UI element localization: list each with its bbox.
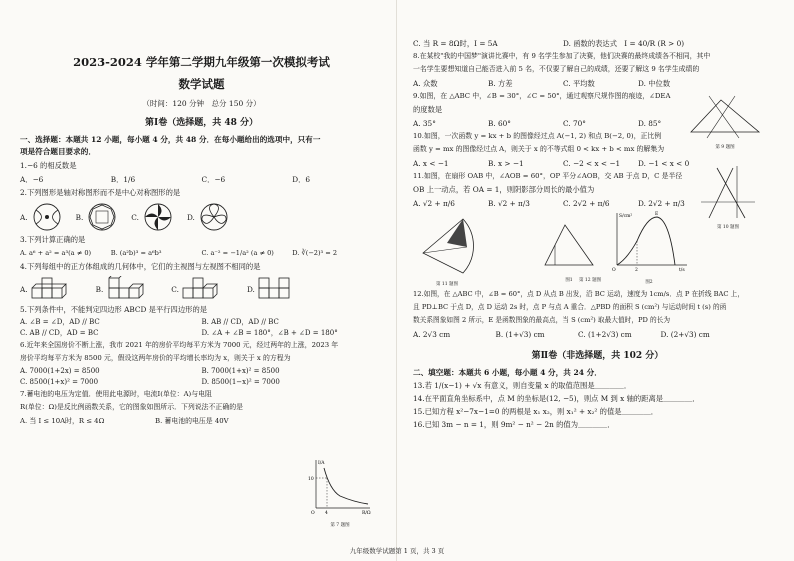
cube-stack-a-icon [30,276,70,302]
q7-xtick: 4 [325,511,328,516]
q3-option-a[interactable]: A. a⁶ + a² = a³(a ≠ 0) [20,249,92,257]
question-8-options [413,78,713,89]
q2-option-b[interactable] [76,202,120,232]
q11-option-d[interactable]: D. 2√2 + π/3 [638,199,685,208]
question-3-options [20,248,383,259]
q4-option-a[interactable] [20,276,70,302]
q4-option-d[interactable] [247,276,297,302]
q1-option-a[interactable]: A．−6 [20,175,44,184]
q9-option-a[interactable]: A. 35° [413,119,436,128]
q4-option-a-label: A. [20,284,28,294]
question-11-options [413,198,713,209]
question-7-options-ab [20,416,290,427]
q2-option-a-label: A. [20,212,28,222]
q7-inverse-graph [306,456,374,518]
question-9-options [413,118,713,129]
q7-option-d[interactable]: D. 函数的表达式 I = 40/R (R > 0) [563,39,685,48]
q3-option-d[interactable]: D. ∛(−2)³ = 2 [292,249,338,257]
q12-figure-2-caption: 图2 [645,280,653,285]
question-6-options [20,366,383,387]
q1-option-d[interactable]: D．6 [292,175,311,184]
page-footer: 九年级数学试题第 1 页，共 3 页 [349,547,445,555]
q12-figure-1-caption: 图1 [565,278,573,283]
cube-stack-b-icon [105,276,145,302]
q11-figure-caption: 第 11 题图 [435,282,459,287]
q9-option-c[interactable]: C. 70° [563,119,586,128]
q12-option-a[interactable]: A. 2√3 cm [413,330,451,339]
question-9-line2: 的度数是 [413,105,443,114]
question-16: 16.已知 3m − n = 1，则 9m² − n² − 2n 的值为＿＿＿＿． [413,420,615,429]
q7-option-c[interactable]: C. 当 R = 8Ω时，I = 5A [413,39,498,48]
q8-option-c[interactable]: C. 平均数 [563,79,595,88]
question-11-line2: OB 上一动点，若 OA = 1，则阴影部分周长的最小值为 [413,185,595,194]
q2-option-d-label: D. [186,212,195,222]
question-2: 2.下列图形是轴对称图形而不是中心对称图形的是 [20,188,181,197]
question-8-line2: 一名学生要想知道自己能否进入前 5 名，不仅要了解自己的成绩，还要了解这 9 名学生成绩的 [413,65,700,73]
cube-stack-d-icon [257,276,297,302]
q12-xtick: 2 [635,268,638,273]
q4-option-d-label: D. [246,284,255,294]
q12-option-d[interactable]: D. (2+√3) cm [660,330,710,339]
question-11-line1: 11.如图，在扇形 OAB 中，∠AOB = 60°，OP 平分∠AOB，交 AB 于点 D，C 是半径 [413,172,683,180]
q12-option-b[interactable]: B. (1+√3) cm [495,330,545,339]
q10-option-c[interactable]: C. −2 < x < −1 [563,159,621,168]
q7-figure-caption: 第 7 题图 [330,523,350,528]
q12-xlabel: t/s [679,268,685,273]
part1-heading: 第Ⅰ卷（选择题，共 48 分） [144,118,258,128]
q7-ytick: 10 [308,477,314,482]
q2-option-c-label: C. [131,212,139,222]
q11-figure [417,213,477,287]
q7-option-a[interactable]: A. 当 I ≤ 10A时，R ≤ 4Ω [20,417,105,425]
section1-line1: 一、选择题：本题共 12 小题，每小题 4 分，共 48 分．在每小题给出的选项中，只有一 [20,135,321,144]
q12-triangle-figure [541,215,597,273]
right-page [397,0,794,561]
q5-option-a[interactable]: A. ∠B = ∠D，AD // BC [20,318,100,326]
question-7-options-cd [413,38,713,49]
q11-option-c[interactable]: C. 2√2 + π/6 [563,199,610,208]
q7-ylabel: I/A [318,461,325,466]
q1-option-b[interactable]: B．1/6 [110,175,136,184]
question-7-line2: R(单位：Ω)是反比例函数关系，它的图象如图所示．下列说法不正确的是 [20,403,243,411]
q4-option-b[interactable] [96,276,146,302]
flower-figure-icon [197,202,231,232]
question-6-line1: 6.近年来全国房价不断上涨，我市 2021 年的房价平均每平方米为 7000 元，经过两年的上涨，2023 年 [20,341,339,349]
question-12-line1: 12.如图，在 △ABC 中，∠B = 60°，点 D 从点 B 出发，沿 BC 运动，速度为 1cm/s．点 P 在折线 BAC 上， [413,290,745,298]
q12-point-e: E [655,212,659,217]
q9-option-b[interactable]: B. 60° [488,119,511,128]
pinwheel-figure-icon [141,202,175,232]
q8-option-a[interactable]: A. 众数 [413,79,438,88]
cube-stack-c-icon [181,276,221,302]
question-5: 5.下列条件中，不能判定四边形 ABCD 是平行四边形的是 [20,305,208,314]
question-12-options [413,329,743,340]
exam-title: 2023-2024 学年第二学期九年级第一次模拟考试 [73,55,330,69]
q10-figure [699,164,757,230]
q7-origin: O [311,511,315,516]
q7-figure [306,456,374,528]
q12-option-c[interactable]: C. (1+2√3) cm [578,330,632,339]
question-10-options [413,158,713,169]
question-1: 1.−6 的相反数是 [20,161,77,170]
q6-option-b[interactable]: B. 7000(1+x)² = 8500 [201,367,280,375]
q12-origin: O [612,268,616,273]
q12-area-graph [609,209,689,275]
q9-triangle-figure [687,94,763,140]
question-13: 13.若 1/(x−1) + √x 有意义，则自变量 x 的取值范围是＿＿＿＿． [413,381,632,390]
q3-option-b[interactable]: B. (a²b)³ = a⁶b³ [110,249,162,257]
question-9-line1: 9.如图，在 △ABC 中，∠B = 30°，∠C = 50°，通过观察尺规作图的痕迹，∠DEA [413,92,671,100]
q2-option-a[interactable] [20,202,64,232]
q6-option-c[interactable]: C. 8500(1+x)² = 7000 [20,377,99,386]
q11-option-a[interactable]: A. √2 + π/6 [413,199,455,208]
question-3: 3.下列计算正确的是 [20,235,86,244]
question-14: 14.在平面直角坐标系中，点 M 的坐标是(12, −5)，则点 M 到 x 轴的距离是＿＿＿＿． [413,394,700,403]
q9-option-d[interactable]: D. 85° [638,119,662,128]
q12-figure-2 [609,209,689,285]
question-12-line3: 数关系图象如图 2 所示，E 是函数图象的最高点，当 S (cm²) 取最大值时，PD 的长为 [413,316,671,324]
q5-option-b[interactable]: B. AB // CD，AD // BC [201,318,279,326]
q3-option-c[interactable]: C. a⁻² = −1/a² (a ≠ 0) [201,249,274,257]
q2-option-c[interactable] [131,202,175,232]
question-5-options [20,317,383,338]
q12-figure-caption: 第 12 题图 [579,278,602,283]
q11-sector-figure [417,213,477,277]
question-4-options [20,276,383,302]
q9-figure-caption: 第 9 题图 [715,145,735,150]
q6-option-a[interactable]: A. 7000(1+2x) = 8500 [20,367,100,375]
q10-figure-caption: 第 10 题图 [716,225,740,230]
q8-option-d[interactable]: D. 中位数 [638,79,671,88]
question-4: 4.下列每组中的正方体组成的几何体中，它们的主视图与左视图不相同的是 [20,262,261,271]
q12-figure-1 [541,215,597,283]
question-1-options [20,174,383,185]
q10-option-b[interactable]: B. x > −1 [488,159,524,168]
question-6-line2: 房价平均每平方米为 8500 元，假设这两年房价的平均增长率均为 x，则关于 x 的方程为 [20,354,291,362]
q9-figure [687,94,763,150]
q10-option-d[interactable]: D. −1 < x < 0 [638,159,690,168]
q5-option-d[interactable]: D. ∠A + ∠B = 180°，∠B + ∠D = 180° [201,328,338,337]
section1-line2: 项是符合题目要求的． [20,147,96,156]
section1-instructions [20,134,383,158]
q12-ylabel: S/cm² [619,214,633,219]
q8-option-b[interactable]: B. 方差 [488,79,513,88]
q6-option-d[interactable]: D. 8500(1−x)² = 7000 [201,377,280,386]
q2-option-d[interactable] [187,202,231,232]
question-10-line1: 10.如图，一次函数 y = kx + b 的图像经过点 A(−1, 2) 和点 B(−2, 0)，正比例 [413,132,662,140]
q1-option-c[interactable]: C．−6 [201,175,226,184]
question-10-line2: 函数 y = mx 的图像经过点 A，则关于 x 的不等式组 0 < kx + b < mx 的解集为 [413,145,665,153]
section2-instructions: 二、填空题：本题共 6 小题，每小题 4 分，共 24 分． [413,368,602,377]
question-8-line1: 8.在某校"我的中国梦"演讲比赛中，有 9 名学生参加了决赛，他们决赛的最终成绩各不相同，其中 [413,52,711,60]
part2-heading: 第Ⅱ卷（非选择题，共 102 分） [531,351,664,361]
exam-meta: （时间：120 分钟 总分 150 分） [142,99,261,108]
circle-figure-icon [30,202,64,232]
q11-option-b[interactable]: B. √2 + π/3 [488,199,530,208]
question-12-line2: 且 PD⊥BC 于点 D，点 D 运动 2s 时，点 P 与点 A 重合．△PBD 的面积 S (cm²) 与运动时间 t (s) 的函 [413,303,727,311]
q4-option-c[interactable] [171,276,221,302]
q10-line-graph [699,164,757,220]
q7-option-b[interactable]: B. 蓄电池的电压是 40V [155,417,229,425]
q4-option-b-label: B. [95,284,104,294]
q10-option-a[interactable]: A. x < −1 [413,159,449,168]
octagon-figure-icon [85,202,119,232]
exam-subtitle: 数学试题 [178,77,225,91]
question-7-line1: 7.蓄电池的电压为定值．使用此电源时，电流I(单位：A)与电阻 [20,390,212,398]
question-15: 15.已知方程 x²−7x−1=0 的两根是 x₁ x₂，则 x₁² + x₂² 的值是＿＿＿＿． [413,407,659,416]
question-2-options [20,202,383,232]
q7-xlabel: R/Ω [362,511,371,516]
q4-option-c-label: C. [171,284,179,294]
q5-option-c[interactable]: C. AB // CD，AD = BC [20,328,99,337]
q2-option-b-label: B. [75,212,84,222]
